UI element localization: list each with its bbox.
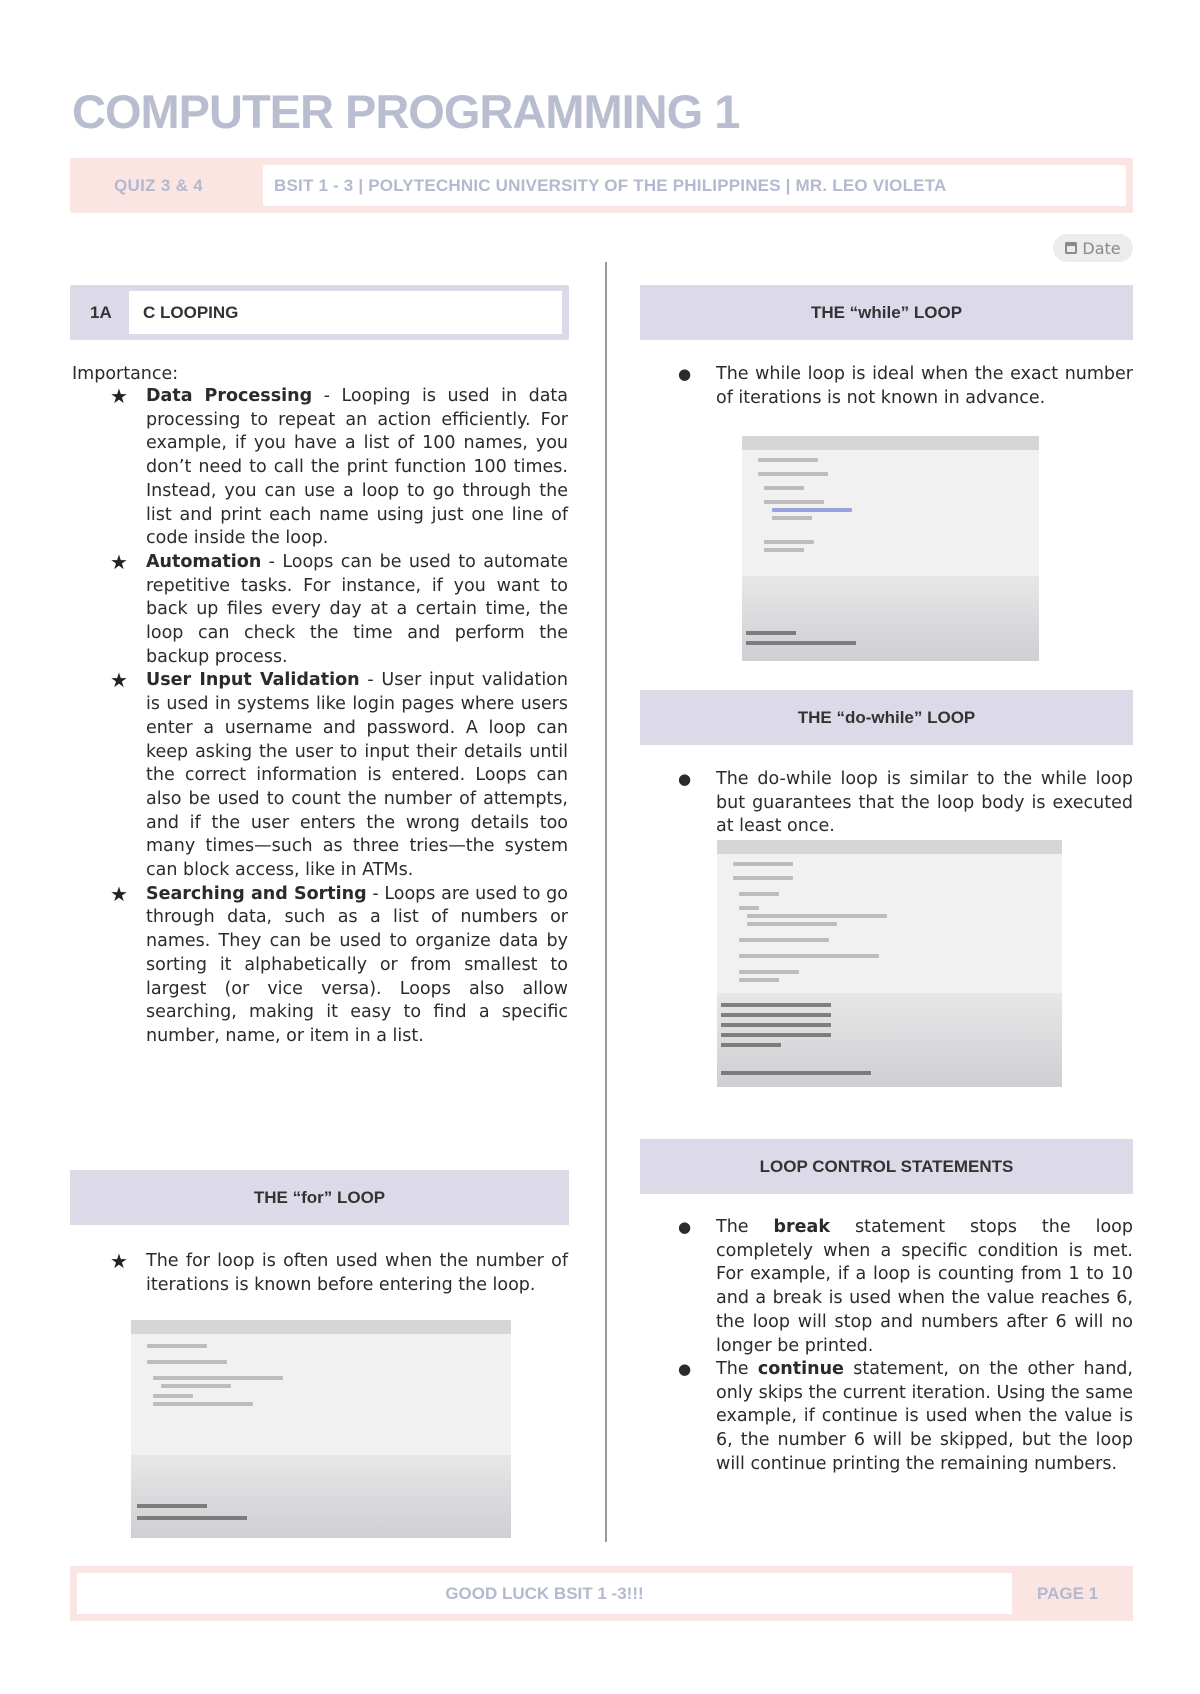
footer-box xyxy=(77,1573,1012,1614)
footer-message: GOOD LUCK BSIT 1 -3!!! xyxy=(445,1584,644,1603)
for-loop-screenshot xyxy=(131,1320,511,1538)
header-band xyxy=(70,158,1133,213)
quiz-label: QUIZ 3 & 4 xyxy=(114,176,203,195)
for-loop-item xyxy=(110,1249,568,1297)
bullet-icon: ● xyxy=(678,365,692,383)
continue-keyword: continue xyxy=(757,1359,844,1379)
section-tag: 1A xyxy=(90,303,112,322)
item-term: Data Processing xyxy=(146,386,313,406)
break-prefix: The xyxy=(716,1217,774,1237)
item-term: User Input Validation xyxy=(146,670,360,691)
course-info-box xyxy=(263,165,1126,206)
break-keyword: break xyxy=(773,1217,830,1237)
page-title: COMPUTER PROGRAMMING 1 xyxy=(72,85,740,138)
importance-label: Importance: xyxy=(72,364,179,384)
do-while-loop-item xyxy=(678,768,1133,839)
continue-text: statement, on the other hand, only skips the current iteration. Using the same example, if continue is used when the value is 6, the number 6 will be skipped, but the loop will continue printing the remaining numbers. xyxy=(716,1359,1134,1474)
importance-list xyxy=(108,385,568,1049)
while-loop-text: The while loop is ideal when the exact number of iterations is not known in advance. xyxy=(716,364,1133,408)
for-loop-heading: THE “for” LOOP xyxy=(70,1170,569,1225)
star-icon: ★ xyxy=(110,881,128,906)
do-while-loop-screenshot xyxy=(717,840,1062,1087)
item-text: - Looping is used in data processing to repeat an action efficiently. For example, if you have a list of 100 names, you don’t need to call the print function 100 times. Instead, you can use a loop to go through the list and print each name using just one line of code inside the loop. xyxy=(146,386,569,549)
bullet-icon: ● xyxy=(678,1360,692,1378)
star-icon: ★ xyxy=(110,549,128,574)
date-label: Date xyxy=(1082,238,1121,258)
section-title-box xyxy=(129,291,562,334)
list-item xyxy=(108,385,568,551)
bullet-icon: ● xyxy=(678,770,692,788)
continue-prefix: The xyxy=(716,1359,758,1379)
section-header xyxy=(70,285,569,340)
calendar-icon xyxy=(1065,242,1077,254)
do-while-loop-heading: THE “do-while” LOOP xyxy=(640,690,1133,745)
list-item xyxy=(108,551,568,670)
loop-control-heading: LOOP CONTROL STATEMENTS xyxy=(640,1139,1133,1194)
section-title: C LOOPING xyxy=(143,303,239,322)
date-chip[interactable] xyxy=(1053,234,1133,262)
item-text: - Loops are used to go through data, such as a list of numbers or names. They can be used to organize data by sorting it alphabetically or from smallest to largest (or vice versa). Loops also allow searching, making it easy to find a specific number, name, or item in a list. xyxy=(146,883,568,1046)
item-text: - Loops can be used to automate repetitive tasks. For instance, if you want to back up files every day at a certain time, the loop can check the time and perform the backup process. xyxy=(146,551,568,667)
break-text: statement stops the loop completely when a specific condition is met. For example, if a loop is counting from 1 to 10 and a break is used when the value reaches 6, the loop will stop and numbers after 6 will no longer be printed. xyxy=(716,1217,1133,1356)
while-loop-heading: THE “while” LOOP xyxy=(640,285,1133,340)
bullet-icon: ● xyxy=(678,1218,692,1236)
for-loop-text: The for loop is often used when the number of iterations is known before entering the loop. xyxy=(146,1251,568,1295)
continue-item xyxy=(678,1358,1134,1477)
star-icon: ★ xyxy=(110,668,128,693)
while-loop-item xyxy=(678,363,1133,410)
item-term: Searching and Sorting xyxy=(146,883,367,904)
while-loop-screenshot xyxy=(742,436,1039,661)
do-while-loop-text: The do-while loop is similar to the while loop but guarantees that the loop body is executed at least once. xyxy=(716,769,1133,837)
footer-band xyxy=(70,1566,1133,1621)
star-icon: ★ xyxy=(110,1249,128,1273)
star-icon: ★ xyxy=(110,384,128,408)
list-item xyxy=(108,669,568,882)
item-term: Automation xyxy=(146,551,262,572)
course-info: BSIT 1 - 3 | POLYTECHNIC UNIVERSITY OF THE PHILIPPINES | MR. LEO VIOLETA xyxy=(274,176,947,195)
column-divider xyxy=(605,262,607,1542)
list-item xyxy=(108,883,568,1049)
break-item xyxy=(678,1216,1133,1358)
item-text: - User input validation is used in systems like login pages where users enter a username and password. A loop can keep asking the user to input their details until the correct information is entered. Loops can also be used to count the number of attempts, and if the user enters the wrong details too many times—such as three tries—the system can block access, like in ATMs. xyxy=(146,670,568,881)
page-number: PAGE 1 xyxy=(1037,1584,1099,1603)
